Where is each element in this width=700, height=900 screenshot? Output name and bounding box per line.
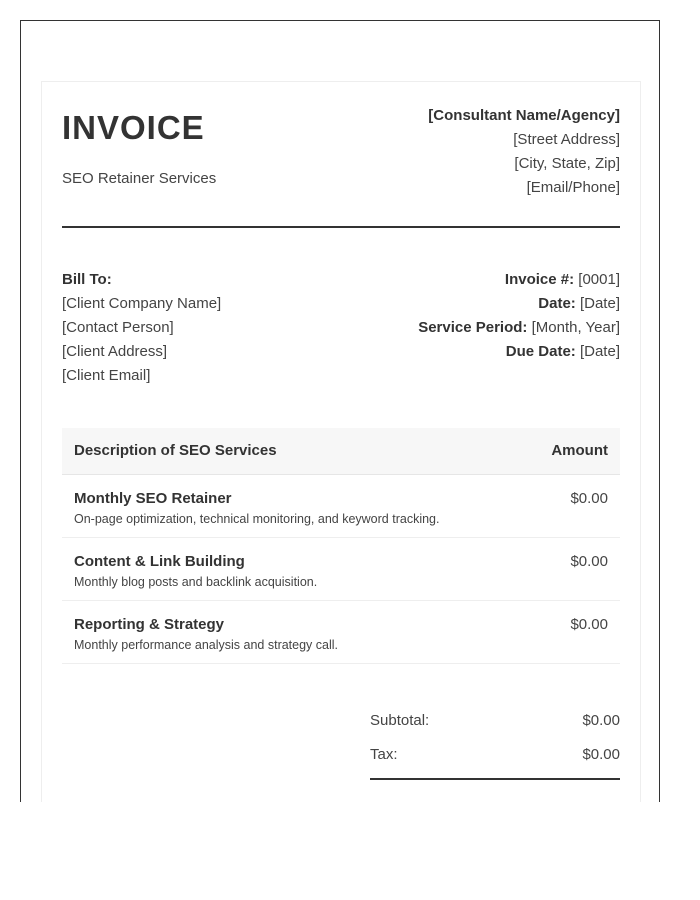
client-address: [Client Address] (62, 343, 168, 360)
invoice-number-line (418, 268, 620, 292)
invoice-date-value: [Date] (579, 295, 620, 312)
consultant-city: [City, State, Zip] (514, 155, 620, 172)
due-date-line (418, 340, 620, 364)
table-row (62, 601, 620, 664)
billing-section (62, 268, 620, 398)
item-name: Reporting & Strategy (74, 616, 225, 633)
item-amount: $0.00 (570, 553, 608, 570)
client-contact-person: [Contact Person] (62, 319, 174, 336)
item-amount: $0.00 (570, 490, 608, 507)
tax-value: $0.00 (582, 746, 620, 763)
invoice-date-label: Date: (538, 295, 576, 312)
invoice-header (62, 82, 620, 227)
item-name: Monthly SEO Retainer (74, 490, 232, 507)
invoice-title: INVOICE (62, 109, 205, 146)
subtotal-value: $0.00 (582, 712, 620, 729)
item-name: Content & Link Building (74, 553, 245, 570)
invoice-subtitle: SEO Retainer Services (62, 170, 217, 187)
table-row (62, 475, 620, 538)
item-amount: $0.00 (570, 616, 608, 633)
description-column-header: Description of SEO Services (74, 442, 277, 459)
due-date-label: Due Date: (505, 343, 576, 360)
tax-line (370, 744, 620, 778)
totals-block (370, 710, 620, 780)
invoice-document (41, 81, 641, 802)
invoice-date-line (418, 292, 620, 316)
service-period-label: Service Period: (418, 319, 528, 336)
service-period-line (418, 316, 620, 340)
invoice-number-label: Invoice #: (504, 271, 575, 288)
invoice-number-value: [0001] (578, 271, 620, 288)
consultant-block (428, 104, 620, 200)
consultant-contact: [Email/Phone] (526, 179, 620, 196)
table-header (62, 428, 620, 475)
services-table (62, 428, 620, 664)
consultant-name: [Consultant Name/Agency] (428, 107, 620, 124)
bill-to-label: Bill To: (62, 271, 112, 288)
client-company: [Client Company Name] (62, 295, 222, 312)
invoice-meta-block (418, 268, 620, 364)
subtotal-label: Subtotal: (370, 712, 430, 729)
totals-divider (370, 778, 620, 780)
tax-label: Tax: (370, 746, 398, 763)
header-divider (62, 226, 620, 228)
service-period-value: [Month, Year] (531, 319, 620, 336)
item-description: Monthly blog posts and backlink acquisition. (74, 575, 318, 589)
invoice-content (62, 82, 620, 763)
consultant-street: [Street Address] (513, 131, 620, 148)
bill-to-block (62, 268, 221, 388)
client-email: [Client Email] (62, 367, 151, 384)
page-viewport (20, 20, 660, 802)
amount-column-header: Amount (551, 442, 608, 459)
subtotal-line (370, 710, 620, 744)
item-description: On-page optimization, technical monitoring, and keyword tracking. (74, 512, 440, 526)
item-description: Monthly performance analysis and strategy call. (74, 638, 339, 652)
table-row (62, 538, 620, 601)
due-date-value: [Date] (579, 343, 620, 360)
